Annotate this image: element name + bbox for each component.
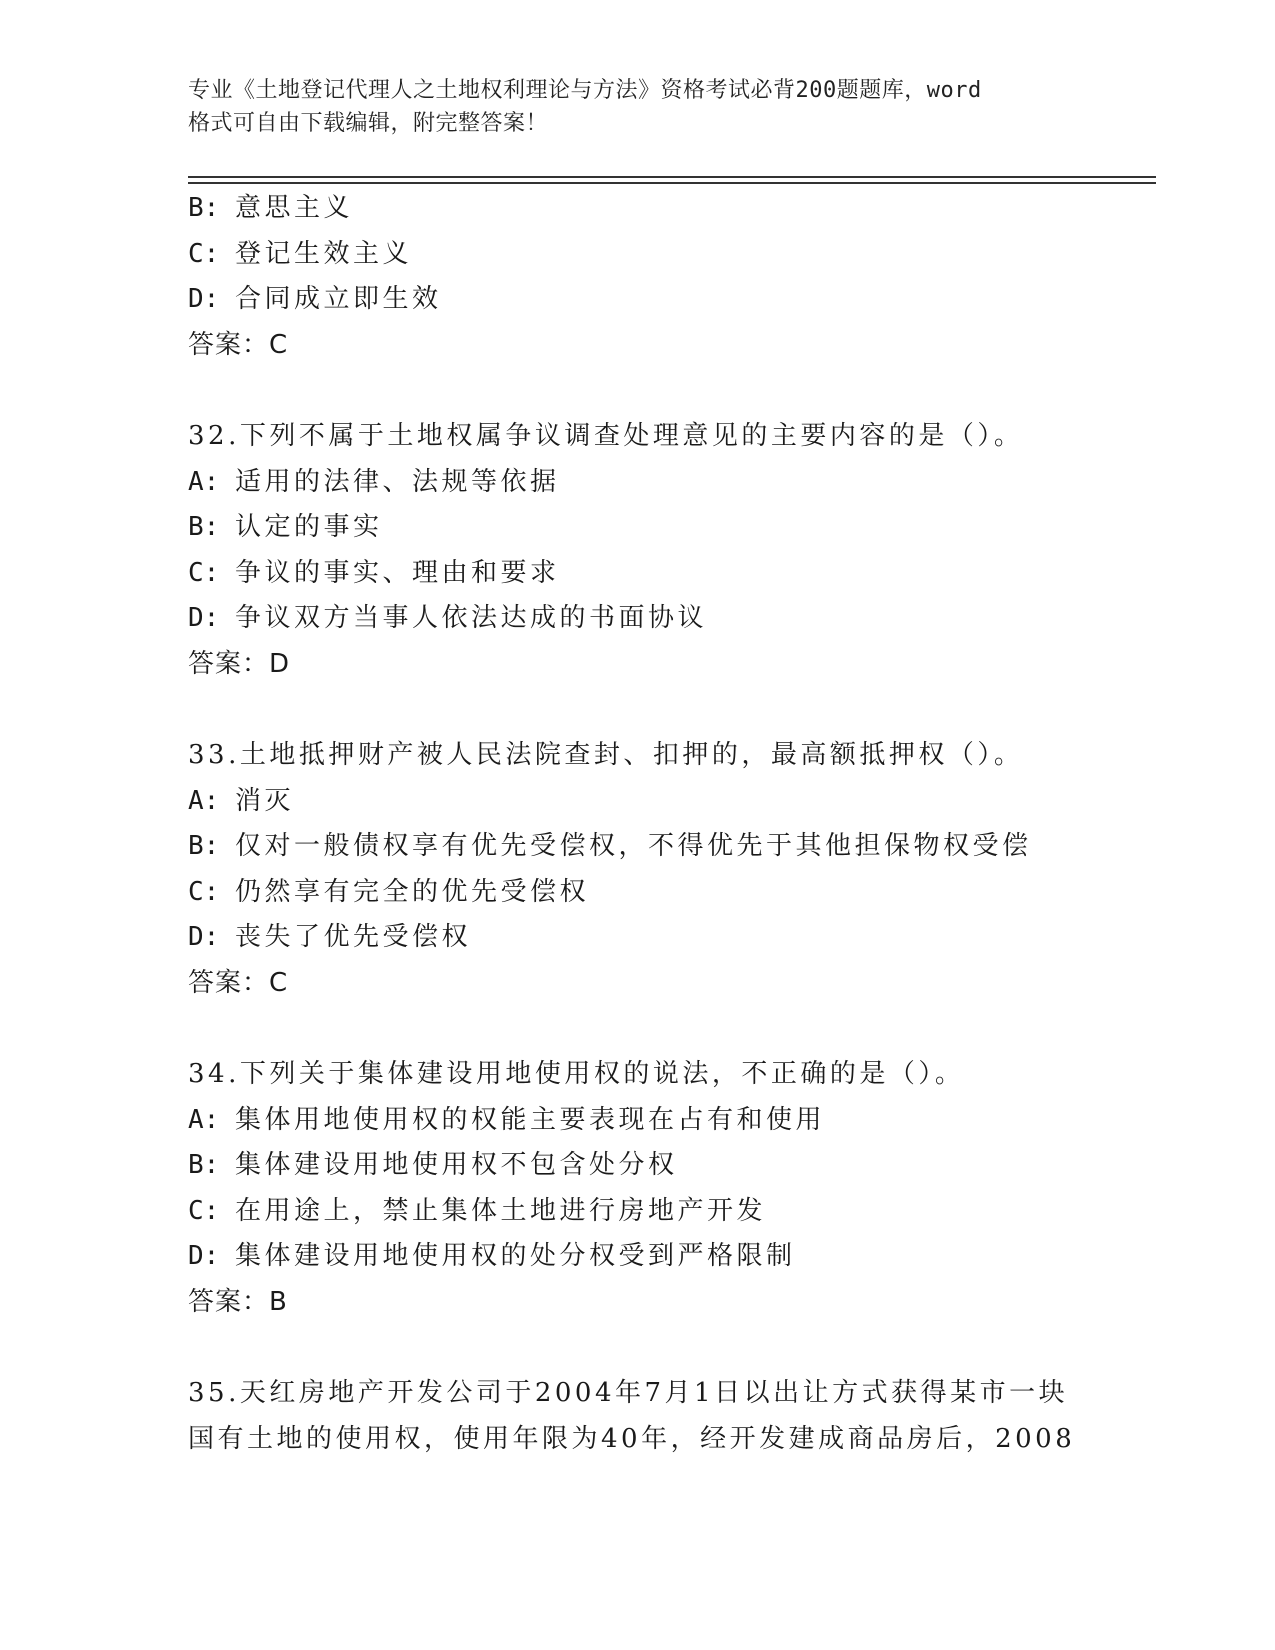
option-d: D: 争议双方当事人依法达成的书面协议 (188, 603, 707, 633)
option-b: B: 仅对一般债权享有优先受偿权，不得优先于其他担保物权受偿 (188, 831, 1032, 861)
option-b: B: 集体建设用地使用权不包含处分权 (188, 1150, 678, 1180)
question-stem: 32.下列不属于土地权属争议调查处理意见的主要内容的是（）。 (188, 421, 1024, 451)
option-a: A: 集体用地使用权的权能主要表现在占有和使用 (188, 1104, 825, 1135)
question-stem: 33.土地抵押财产被人民法院查封、扣押的，最高额抵押权（）。 (188, 740, 1024, 770)
question-stem: 34.下列关于集体建设用地使用权的说法，不正确的是（）。 (188, 1059, 965, 1089)
answer: 答案：B (188, 1286, 288, 1317)
option-a: A: 适用的法律、法规等依据 (188, 466, 560, 497)
header-rule-top (188, 176, 1156, 178)
option-b: B: 意思主义 (188, 193, 353, 223)
answer: 答案：C (188, 329, 289, 360)
question-33 (188, 733, 1148, 1006)
option-d: D: 丧失了优先受偿权 (188, 922, 471, 952)
option-c: C: 在用途上，禁止集体土地进行房地产开发 (188, 1195, 766, 1226)
option-b: B: 认定的事实 (188, 512, 383, 542)
answer: 答案：D (188, 648, 291, 679)
question-34 (188, 1052, 1148, 1325)
question-list (188, 186, 1148, 1462)
question-stem-line-1: 35.天红房地产开发公司于2004年7月1日以出让方式获得某市一块 (188, 1378, 1069, 1408)
header-rule-bottom (188, 182, 1156, 184)
question-32 (188, 414, 1148, 687)
question-31 (188, 186, 1148, 368)
option-a: A: 消灭 (188, 785, 294, 816)
option-d: D: 合同成立即生效 (188, 284, 442, 314)
document-header (188, 74, 1068, 140)
option-c: C: 仍然享有完全的优先受偿权 (188, 876, 589, 907)
question-stem-line-2: 国有土地的使用权，使用年限为40年，经开发建成商品房后，2008 (188, 1423, 1076, 1454)
header-line-1: 专业《土地登记代理人之土地权利理论与方法》资格考试必背200题题库，word (188, 78, 982, 103)
option-c: C: 登记生效主义 (188, 238, 412, 269)
answer: 答案：C (188, 967, 289, 998)
option-c: C: 争议的事实、理由和要求 (188, 557, 560, 588)
header-line-2: 格式可自由下载编辑，附完整答案！ (188, 111, 549, 136)
option-d: D: 集体建设用地使用权的处分权受到严格限制 (188, 1241, 796, 1271)
question-35 (188, 1371, 1148, 1462)
